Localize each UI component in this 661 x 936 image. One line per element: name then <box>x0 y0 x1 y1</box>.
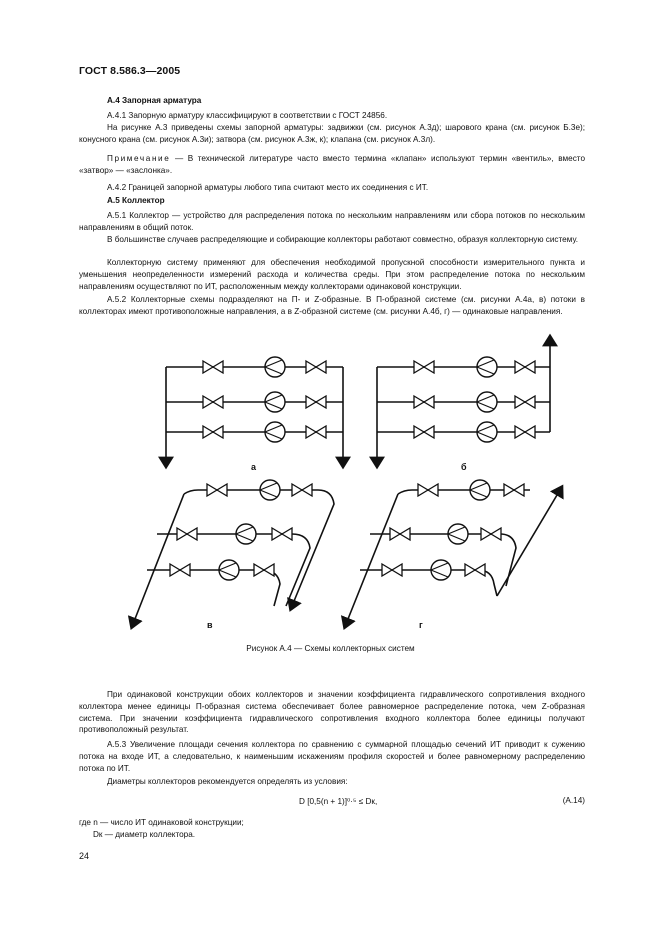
para-a53: А.5.3 Увеличение площади сечения коллектора по сравнению с суммарной площадью сечений ИТ приводит к сужению потока на входе ИТ, а следовательно, к наименьшим искажениям профиля скоростей и более равномерному распределению потока по ИТ. <box>79 740 585 773</box>
figure-label-b: б <box>461 462 467 472</box>
page-header: ГОСТ 8.586.3—2005 <box>79 65 181 77</box>
para-a41: А.4.1 Запорную арматуру классифицируют в соответствии с ГОСТ 24856. <box>107 111 388 120</box>
figure-label-a: а <box>251 462 257 472</box>
where-dk: Dк — диаметр коллектора. <box>93 830 196 839</box>
section-a5-title: А.5 Коллектор <box>107 196 165 205</box>
note-text: — В технической литературе часто вместо термина «клапан» используют термин «вентиль», вместо «затвор» — «заслонка». <box>79 154 585 175</box>
section-a4-title: А.4 Запорная арматура <box>107 96 202 105</box>
formula-number: (А.14) <box>562 796 585 805</box>
para-after-1: При одинаковой конструкции обоих коллекторов и значении коэффициента гидравлического сопротивления входного коллектора менее единицы П-образная система обеспечивает более равномерное распределение потока, чем Z-образная система. При значении коэффициента гидравлического сопротивления входного коллектора более единицы получают противоположный результат. <box>79 690 585 735</box>
figure-caption: Рисунок А.4 — Схемы коллекторных систем <box>246 644 415 653</box>
figure-label-g: г <box>419 620 423 630</box>
para-a52: А.5.2 Коллекторные схемы подразделяют на П- и Z-образные. В П-образной системе (см. рисунки А.4а, в) потоки в коллекторах имеют противоположные направления, а в Z-образной системе (см. рисунки А.4б, г) — одинаковые направления. <box>79 295 585 316</box>
page-number: 24 <box>79 851 90 861</box>
note-label: Примечание <box>107 154 171 163</box>
para-a42: А.4.2 Границей запорной арматуры любого типа считают место их соединения с ИТ. <box>107 183 429 192</box>
para-a51: А.5.1 Коллектор — устройство для распределения потока по нескольким направлениям или сбора потоков по нескольким направлениям в общий поток. <box>79 211 585 232</box>
figure-label-v: в <box>207 620 213 630</box>
where-n: где n — число ИТ одинаковой конструкции; <box>79 818 244 827</box>
para-after-2: Диаметры коллекторов рекомендуется определять из условия: <box>107 777 348 786</box>
para-a41b: На рисунке А.3 приведены схемы запорной арматуры: задвижки (см. рисунок А.3д); шарового крана (см. рисунок Б.3е); конусного крана (см. рисунок А.3и); затвора (см. рисунок А.3ж, к); клапана (см. рисунок А.3л). <box>79 123 585 144</box>
formula-expression: D [0,5(n + 1)]⁰·⁵ ≤ Dк, <box>299 797 378 806</box>
para-a51c: Коллекторную систему применяют для обеспечения необходимой пропускной способности измерительного пункта и уменьшения неопределенности измерений расхода и количества среды. При этом распределение потока по нескольким направлениям осуществляют по ИТ, расположенным между коллекторами одинаковой конструкции. <box>79 258 585 291</box>
para-a51b: В большинстве случаев распределяющие и собирающие коллекторы работают совместно, образуя коллекторную систему. <box>107 235 579 244</box>
